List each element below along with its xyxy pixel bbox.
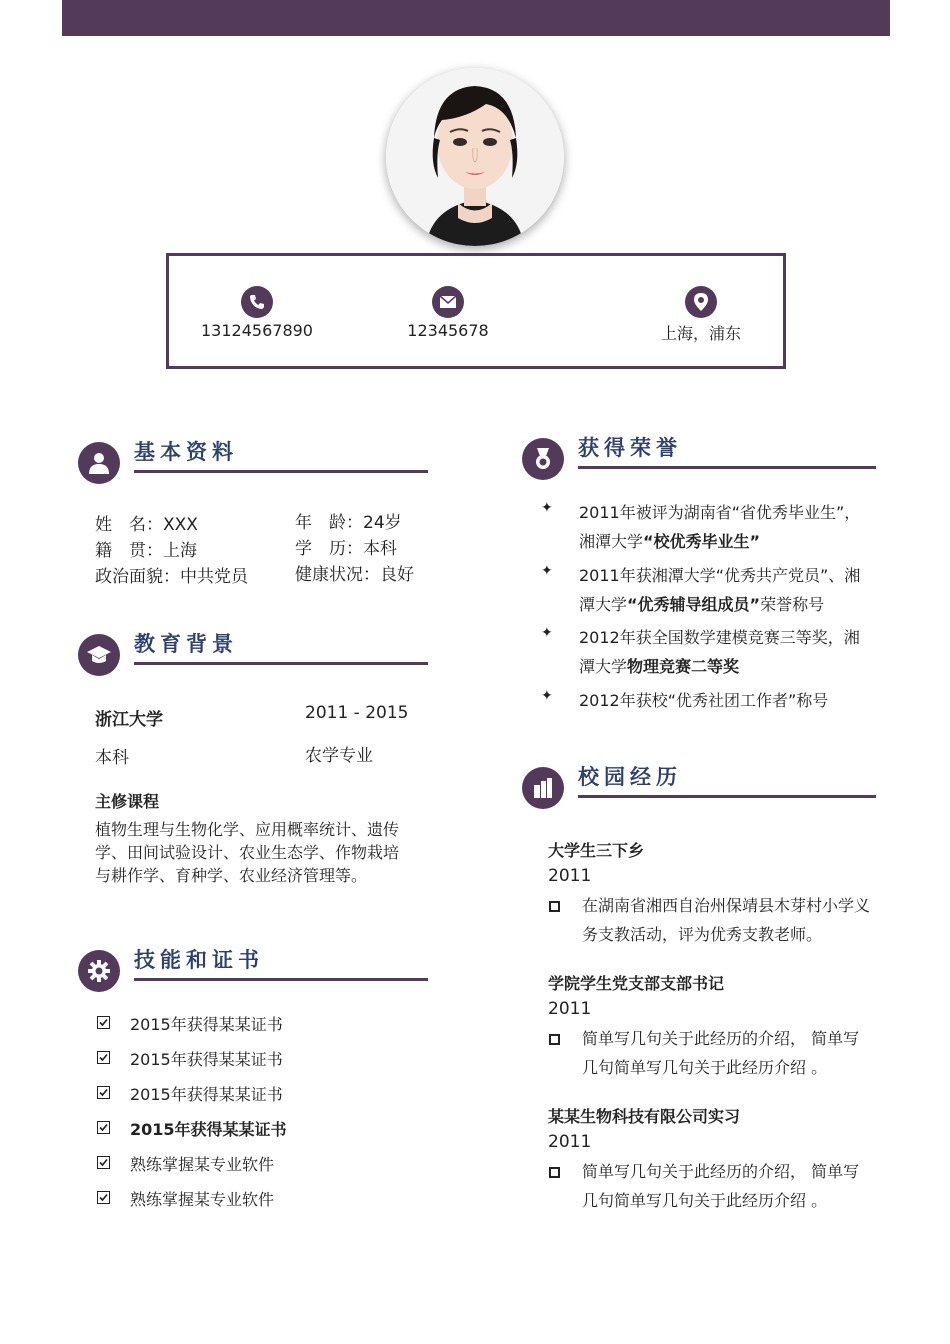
hometown-value: 上海 xyxy=(163,541,197,561)
square-bullet-icon xyxy=(549,1034,560,1045)
edu-level: 本科 xyxy=(95,748,129,768)
honor-text-part: 2011年被评为湖南省“省优秀毕业生”，湘潭大学 xyxy=(579,503,861,551)
political-label: 政治面貌： xyxy=(95,567,180,587)
contact-box xyxy=(166,253,786,369)
top-banner xyxy=(62,0,890,36)
honor-text xyxy=(579,623,869,681)
avatar xyxy=(386,68,564,246)
checkbox-icon xyxy=(97,1016,110,1029)
political-row xyxy=(95,562,248,587)
star-bullet-icon: ✦ xyxy=(541,563,553,579)
checkbox-icon xyxy=(97,1156,110,1169)
courses-text: 植物生理与生物化学、应用概率统计、遗传学、田间试验设计、农业生态学、作物栽培与耕作学、育种学、农业经济管理等。 xyxy=(95,820,400,885)
skill-item: 2015年获得某某证书 xyxy=(130,1120,287,1139)
school-name: 浙江大学 xyxy=(95,710,163,730)
honor-text xyxy=(579,561,869,619)
campus-item-desc: 简单写几句关于此经历的介绍， 简单写几句简单写几句关于此经历介绍 。 xyxy=(582,1029,860,1077)
campus-item-year: 2011 xyxy=(548,866,592,886)
political-value: 中共党员 xyxy=(180,567,248,587)
campus-item-title: 学院学生党支部支部书记 xyxy=(548,974,725,993)
skill-item: 熟练掌握某专业软件 xyxy=(130,1190,275,1209)
honor-highlight: 物理竞赛二等奖 xyxy=(627,657,740,676)
name-value: XXX xyxy=(163,515,198,535)
skill-item: 熟练掌握某专业软件 xyxy=(130,1155,275,1174)
user-icon xyxy=(78,442,120,484)
campus-item-desc: 简单写几句关于此经历的介绍， 简单写几句简单写几句关于此经历介绍 。 xyxy=(582,1162,860,1210)
section-title: 校园经历 xyxy=(578,765,682,789)
star-bullet-icon: ✦ xyxy=(541,688,553,704)
section-title: 教育背景 xyxy=(134,632,238,656)
section-title: 基本资料 xyxy=(134,440,238,464)
building-icon xyxy=(522,767,564,809)
name-row xyxy=(95,510,198,535)
campus-item-title: 大学生三下乡 xyxy=(548,841,645,860)
section-campus-header xyxy=(522,767,876,817)
honor-text-part: 2012年获全国数学建模竞赛三等奖，湘潭大学 xyxy=(579,628,860,676)
section-divider xyxy=(134,978,428,981)
honor-text-part: 荣誉称号 xyxy=(760,595,825,614)
skill-item: 2015年获得某某证书 xyxy=(130,1085,283,1104)
skill-item: 2015年获得某某证书 xyxy=(130,1015,283,1034)
graduation-cap-icon xyxy=(78,634,120,676)
honor-highlight: “校优秀毕业生” xyxy=(643,532,761,551)
age-row xyxy=(295,508,402,533)
skill-item: 2015年获得某某证书 xyxy=(130,1050,283,1069)
section-divider xyxy=(134,662,428,665)
checkbox-icon xyxy=(97,1121,110,1134)
section-divider xyxy=(578,795,876,798)
email-icon xyxy=(432,286,464,318)
age-label: 年 龄： xyxy=(295,513,363,533)
section-honors-header xyxy=(522,438,876,488)
section-divider xyxy=(134,470,428,473)
honor-highlight: “优秀辅导组成员” xyxy=(627,595,761,614)
section-skills-header xyxy=(78,950,430,1000)
edu-major: 农学专业 xyxy=(305,746,373,766)
degree-label: 学 历： xyxy=(295,539,363,559)
section-basic-header xyxy=(78,442,430,492)
honor-text-part: 2011年获湘潭大学“优秀共产党员”、湘潭大学 xyxy=(579,566,861,614)
health-value: 良好 xyxy=(380,565,414,585)
square-bullet-icon xyxy=(549,1167,560,1178)
campus-item-title: 某某生物科技有限公司实习 xyxy=(548,1107,741,1126)
age-value: 24岁 xyxy=(363,513,402,533)
hometown-label: 籍 贯： xyxy=(95,541,163,561)
honor-text xyxy=(579,686,869,715)
contact-qq xyxy=(393,256,503,340)
campus-item-year: 2011 xyxy=(548,999,592,1019)
section-divider xyxy=(578,466,876,469)
star-bullet-icon: ✦ xyxy=(541,625,553,641)
name-label: 姓 名： xyxy=(95,515,163,535)
degree-row xyxy=(295,534,397,559)
edu-period: 2011 - 2015 xyxy=(305,703,409,723)
phone-text: 13124567890 xyxy=(201,321,313,340)
qq-text: 12345678 xyxy=(407,321,489,340)
contact-address xyxy=(641,256,761,344)
checkbox-icon xyxy=(97,1191,110,1204)
location-icon xyxy=(685,286,717,318)
star-bullet-icon: ✦ xyxy=(541,500,553,516)
medal-icon xyxy=(522,438,564,480)
section-title: 技能和证书 xyxy=(134,948,264,972)
courses-title: 主修课程 xyxy=(95,792,160,811)
section-education-header xyxy=(78,634,430,684)
degree-value: 本科 xyxy=(363,539,397,559)
contact-phone xyxy=(197,256,317,340)
health-row xyxy=(295,560,414,585)
phone-icon xyxy=(241,286,273,318)
checkbox-icon xyxy=(97,1086,110,1099)
health-label: 健康状况： xyxy=(295,565,380,585)
campus-item-desc: 在湖南省湘西自治州保靖县木芽村小学义 务支教活动，评为优秀支教老师。 xyxy=(582,896,871,944)
square-bullet-icon xyxy=(549,901,560,912)
address-text: 上海，浦东 xyxy=(660,324,741,343)
gear-icon xyxy=(78,950,120,992)
honor-text xyxy=(579,498,869,556)
campus-item-year: 2011 xyxy=(548,1132,592,1152)
section-title: 获得荣誉 xyxy=(578,436,682,460)
honor-text-part: 2012年获校“优秀社团工作者”称号 xyxy=(579,691,829,710)
checkbox-icon xyxy=(97,1051,110,1064)
hometown-row xyxy=(95,536,197,561)
